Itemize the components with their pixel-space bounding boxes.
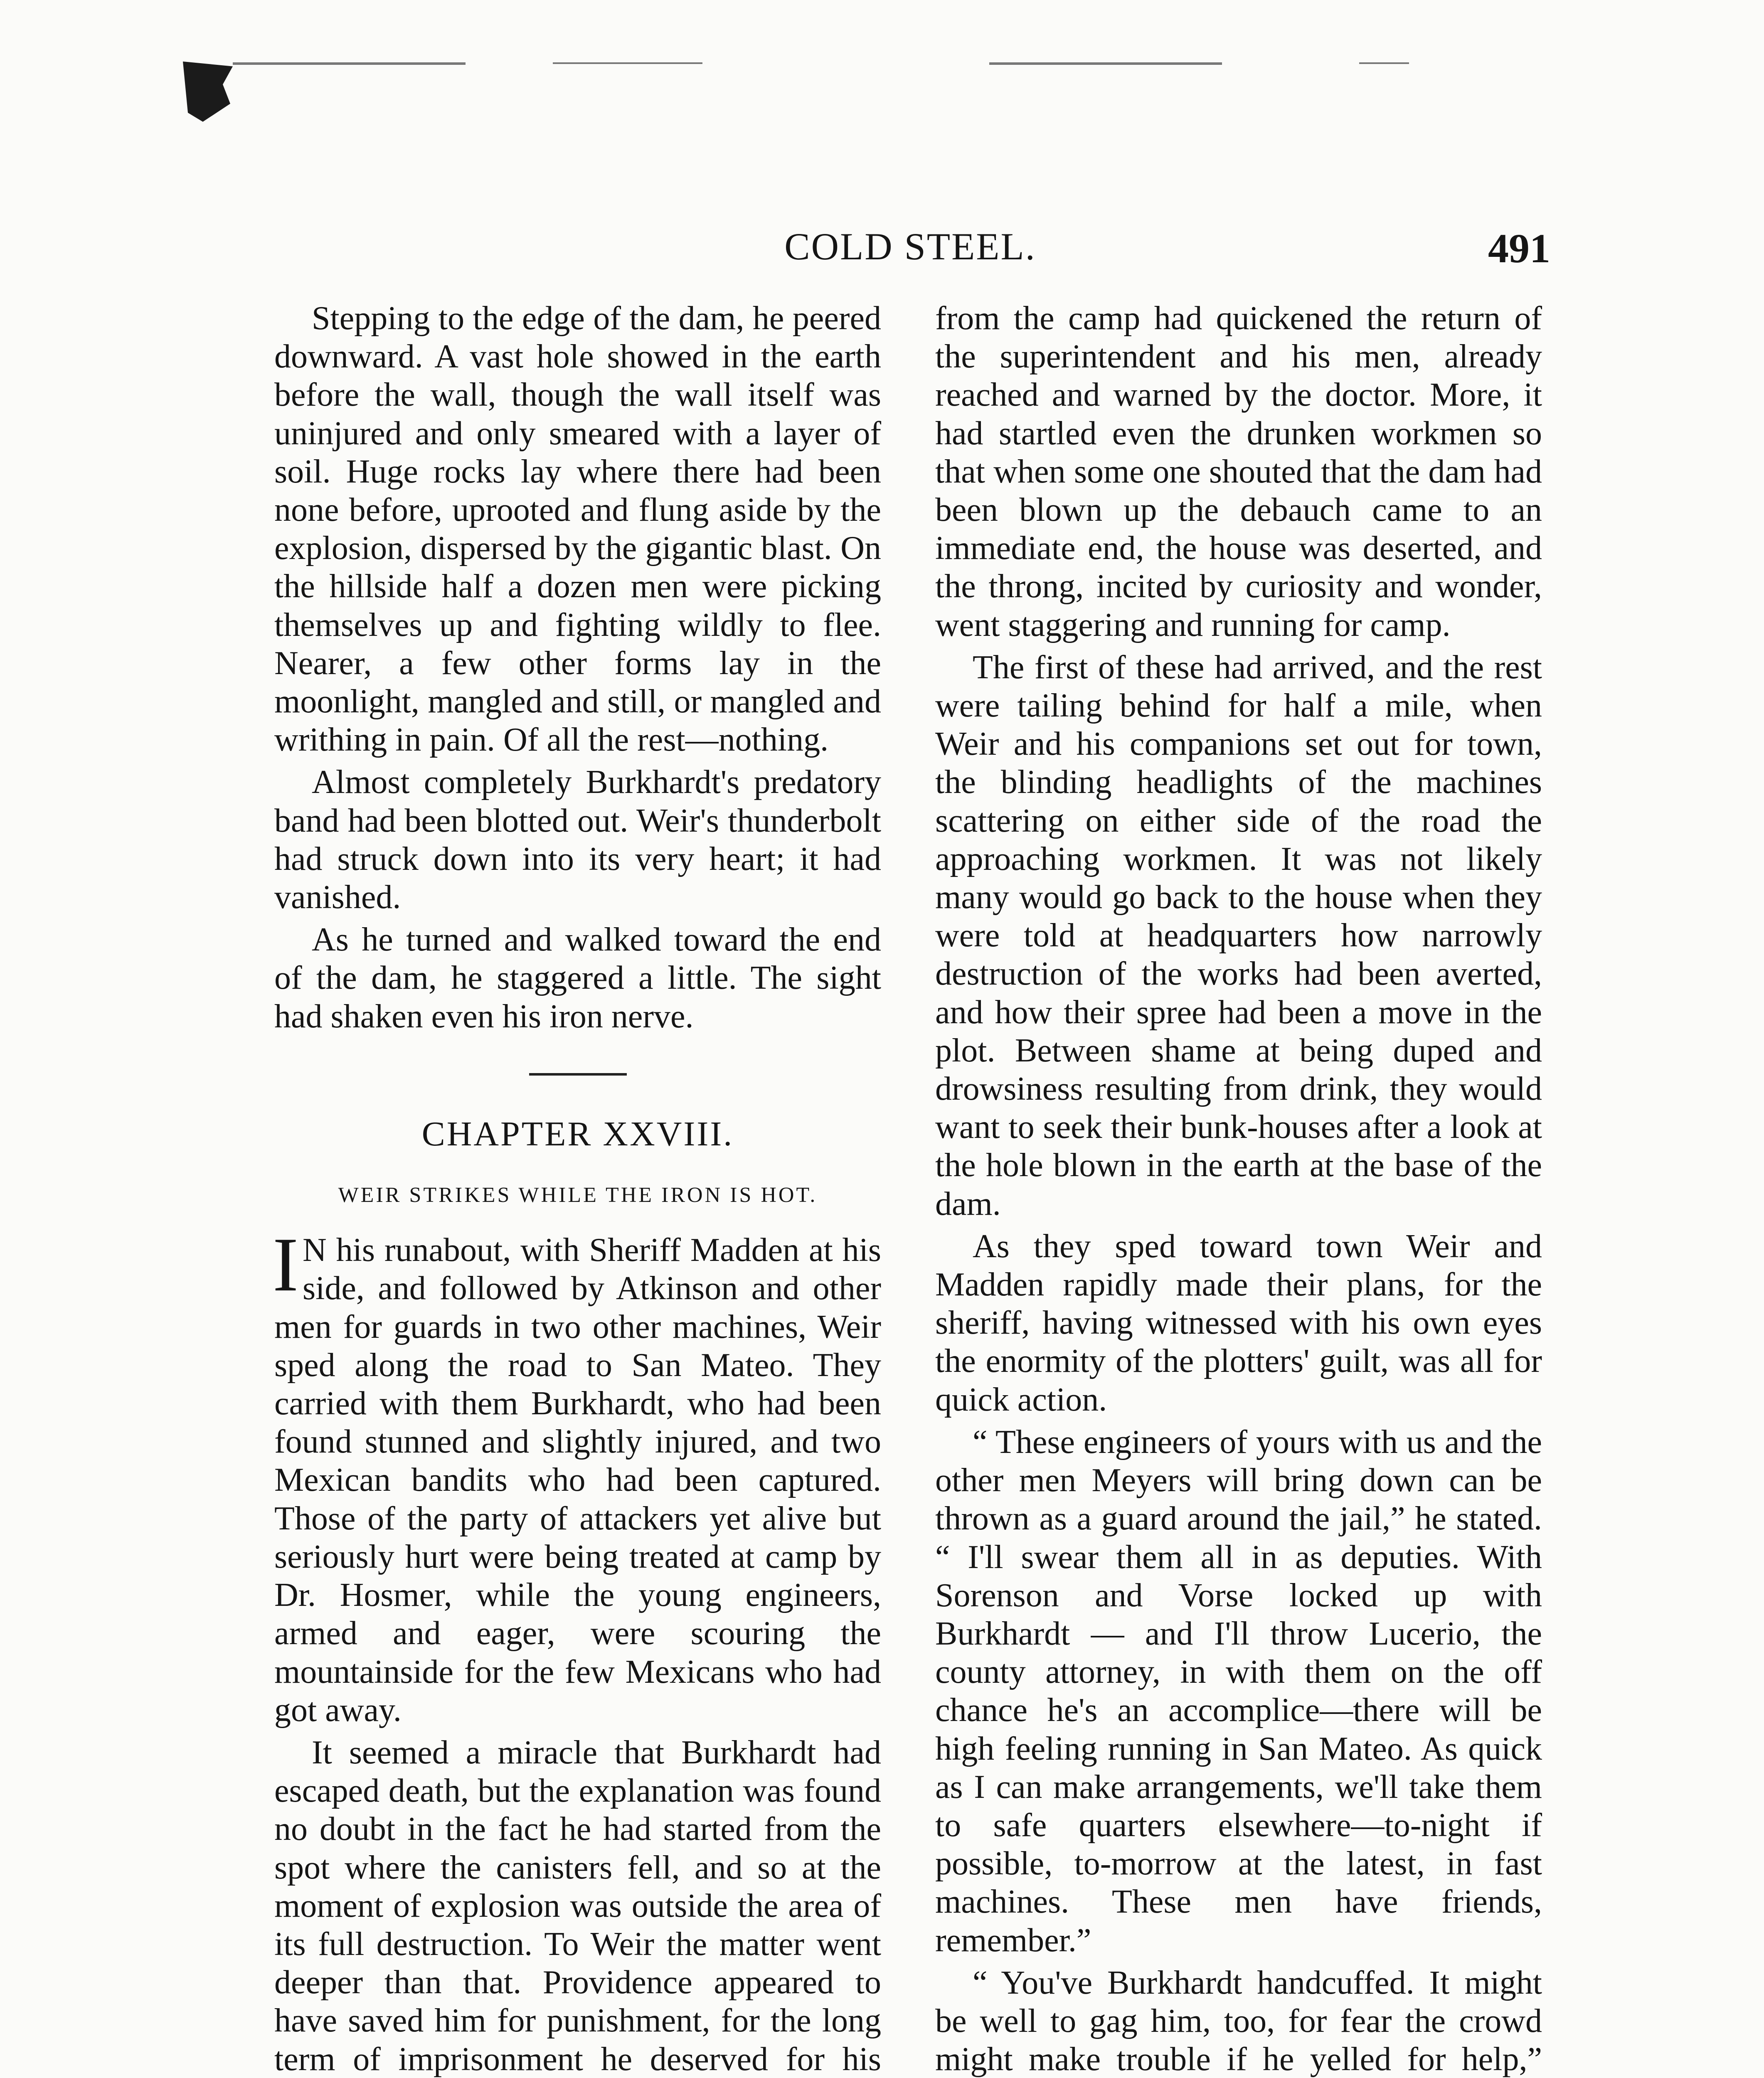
section-divider: [529, 1073, 627, 1076]
paragraph: “ You've Burkhardt handcuffed. It might be well to gag him, too, for fear the crowd might make trouble if he yelled for help,”: [935, 1964, 1542, 2078]
scan-artifact-line: [233, 62, 466, 65]
right-column: [935, 299, 1542, 2078]
paragraph: from the camp had quickened the return of the superintendent and his men, already reached and warned by the doctor. More, it had startled even the drunken workmen so that when some one shouted that the dam had been blown up the debauch came to an immediate end, the house was deserted, and the throng, incited by curiosity and wonder, went staggering and running for camp.: [935, 300, 1542, 643]
paragraph: As they sped toward town Weir and Madden rapidly made their plans, for the sheriff, having witnessed with his own eyes the enormity of the plotters' guilt, was all for quick action.: [935, 1228, 1542, 1418]
running-title: COLD STEEL.: [784, 225, 1036, 268]
paragraph: It seemed a miracle that Burkhardt had escaped death, but the explanation was found no doubt in the fact he had started from the spot where the canisters fell, and so at the moment of explosion was outside the area of its full destruction. To Weir the matter went deeper than that. Providence appeared to have saved him for punishment, for the long term of imprisonment he deserved for his: [274, 1734, 881, 2078]
chapter-heading: CHAPTER XXVIII.: [421, 1114, 734, 1153]
paragraph: As he turned and walked toward the end of the dam, he staggered a little. The sight had shaken even his iron nerve.: [274, 921, 881, 1035]
paragraph: Stepping to the edge of the dam, he peered downward. A vast hole showed in the earth before the wall, though the wall itself was uninjured and only smeared with a layer of soil. Huge rocks lay where there had been none before, uprooted and flung aside by the explosion, dispersed by the gigantic blast. On the hillside half a dozen men were picking themselves up and fighting wildly to flee. Nearer, a few other forms lay in the moonlight, mangled and still, or mangled and writhing in pain. Of all the rest—nothing.: [274, 300, 881, 758]
chapter-opening-paragraph: [273, 1222, 881, 1729]
paragraph: The first of these had arrived, and the rest were tailing behind for half a mile, when Weir and his companions set out for town, the blinding headlights of the machines scattering on either side of the road the approaching workmen. It was not likely many would go back to the house when they were told at headquarters how narrowly destruction of the works had been averted, and how their spree had been a move in the plot. Between shame at being duped and drowsiness resulting from drink, they would want to seek their bunk-houses after a look at the hole blown in the earth at the base of the dam.: [935, 649, 1542, 1222]
paragraph-text: N his runabout, with Sheriff Madden at his side, and followed by Atkinson and other men for guards in two other machines, Weir sped along the road to San Mateo. They carried with them Burkhardt, who had been found stunned and slightly injured, and two Mexican bandits who had been captured. Those of the party of attackers yet alive but seriously hurt were being treated at camp by Dr. Hosmer, while the young engineers, armed and eager, were scouring the mountainside for the few Mexicans who had got away.: [274, 1232, 881, 1728]
scan-artifact-line: [553, 62, 702, 64]
scan-artifact-line: [989, 62, 1222, 65]
paragraph: “ These engineers of yours with us and the other men Meyers will bring down can be thrown as a guard around the jail,” he stated. “ I'll swear them all in as deputies. With Sorenson and Vorse locked up with Burkhardt — and I'll throw Lucerio, the county attorney, in with them on the off chance he's an accomplice—there will be high feeling running in San Mateo. As quick as I can make arrangements, we'll take them to safe quarters elsewhere—to-night if possible, to-morrow at the latest, in fast machines. These men have friends, remember.”: [935, 1423, 1542, 1959]
page-number: 491: [1488, 225, 1550, 271]
scan-artifact-mark: [183, 62, 233, 122]
running-head: [270, 224, 1550, 278]
left-column: [274, 299, 881, 2078]
paragraph: Almost completely Burkhardt's predatory band had been blotted out. Weir's thunderbolt had struck down into its very heart; it had vanished.: [274, 764, 881, 916]
chapter-subtitle: WEIR STRIKES WHILE THE IRON IS HOT.: [338, 1183, 818, 1207]
drop-cap: I: [273, 1222, 298, 1308]
scan-artifact-line: [1359, 62, 1409, 64]
